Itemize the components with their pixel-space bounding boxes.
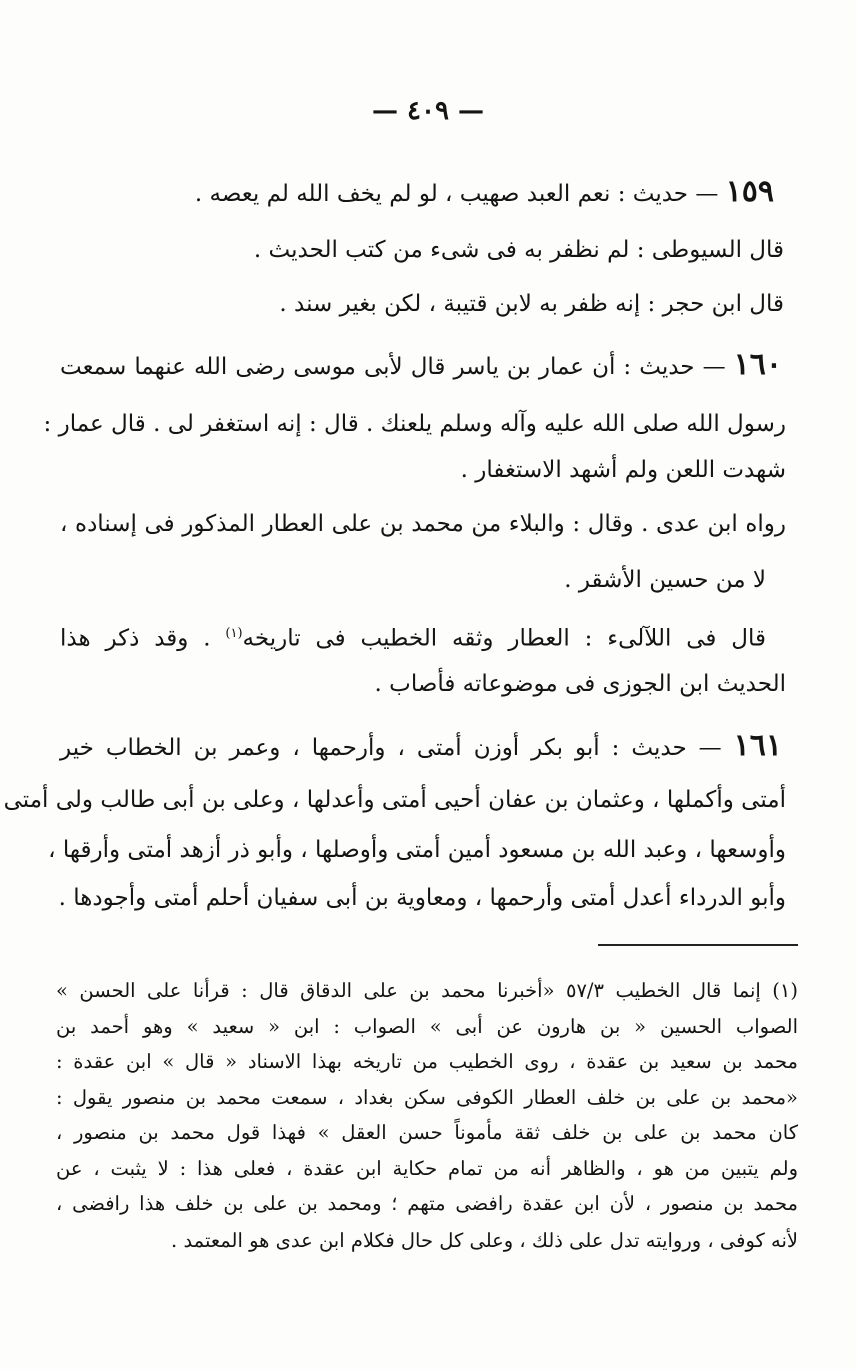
hadith-160-number: ١٦٠ [733, 347, 783, 382]
hadith-161-text: — حديث : أبو بكر أوزن أمتى ، وأرحمها ، وعمر بن الخطاب خير [60, 735, 722, 761]
hadith-160-line-3: شهدت اللعن ولم أشهد الاستغفار . [460, 457, 786, 483]
footnote-line-3: محمد بن سعيد بن عقدة ، روى الخطيب من تاريخه بهذا الاسناد « قال » ابن عقدة : [56, 1050, 798, 1073]
hadith-161-number: ١٦١ [733, 728, 782, 763]
hadith-160-line-5: لا من حسين الأشقر . [564, 567, 766, 593]
hadith-159-text: — حديث : نعم العبد صهيب ، لو لم يخف الله لم يعصه . [194, 181, 719, 207]
hadith-160-line-6-b: . وقد ذكر هذا [60, 625, 226, 652]
hadith-161-line-1 [60, 726, 782, 768]
hadith-160-line-2: رسول الله صلى الله عليه وآله وسلم يلعنك . قال : إنه استغفر لى . قال عمار : [43, 411, 786, 437]
footnote-line-5: كان محمد بن على بن خلف ثقة مأموناً حسن العقل » فهذا قول محمد بن منصور ، [56, 1121, 798, 1144]
hadith-160-line-7: الحديث ابن الجوزى فى موضوعاته فأصاب . [374, 671, 786, 697]
footnote-line-1: (١) إنما قال الخطيب ٥٧/٣ «أخبرنا محمد بن على الدقاق قال : قرأنا على الحسن » [56, 979, 798, 1002]
hadith-159-line-1 [194, 172, 774, 214]
footnote-line-8: لأنه كوفى ، وروايته تدل على ذلك ، وعلى كل حال فكلام ابن عدى هو المعتمد . [171, 1229, 798, 1252]
page-number: — ٤٠٩ — [371, 96, 485, 126]
hadith-160-line-1 [60, 345, 782, 387]
footnote-line-4: «محمد بن على بن خلف العطار الكوفى سكن بغداد ، سمعت محمد بن منصور يقول : [56, 1086, 798, 1109]
hadith-160-line-6 [60, 614, 766, 659]
hadith-161-line-3: وأوسعها ، وعبد الله بن مسعود أمين أمتى وأوصلها ، وأبو ذر أزهد أمتى وأرقها ، [48, 837, 786, 863]
footnote-line-2: الصواب الحسين « بن هارون عن أبى » الصواب : ابن « سعيد » وهو أحمد بن [56, 1015, 798, 1038]
footnote-marker: (١) [225, 626, 243, 641]
hadith-159-line-2: قال السيوطى : لم نظفر به فى شىء من كتب الحديث . [253, 237, 784, 263]
footnote-line-7: محمد بن منصور ، لأن ابن عقدة رافضى متهم ؛ ومحمد بن على بن خلف هذا رافضى ، [56, 1192, 798, 1215]
hadith-160-text: — حديث : أن عمار بن ياسر قال لأبى موسى رضى الله عنهما سمعت [60, 354, 726, 380]
hadith-160-line-4: رواه ابن عدى . وقال : والبلاء من محمد بن على العطار المذكور فى إسناده ، [60, 511, 786, 537]
hadith-161-line-2: أمتى وأكملها ، وعثمان بن عفان أحيى أمتى وأعدلها ، وعلى بن أبى طالب ولى أمتى [3, 787, 786, 813]
hadith-161-line-4: وأبو الدرداء أعدل أمتى وأرحمها ، ومعاوية بن أبى سفيان أحلم أمتى وأجودها . [58, 885, 786, 911]
hadith-160-line-6-a: قال فى اللآلىء : العطار وثقه الخطيب فى تاريخه [242, 625, 766, 652]
footnote-line-6: ولم يتبين من هو ، والظاهر أنه من تمام حكاية ابن عقدة ، فعلى هذا : لا يثبت ، عن [56, 1157, 798, 1180]
hadith-159-line-3: قال ابن حجر : إنه ظفر به لابن قتيبة ، لكن بغير سند . [279, 291, 784, 317]
footnote-separator [598, 944, 798, 946]
hadith-159-number: ١٥٩ [725, 174, 774, 209]
